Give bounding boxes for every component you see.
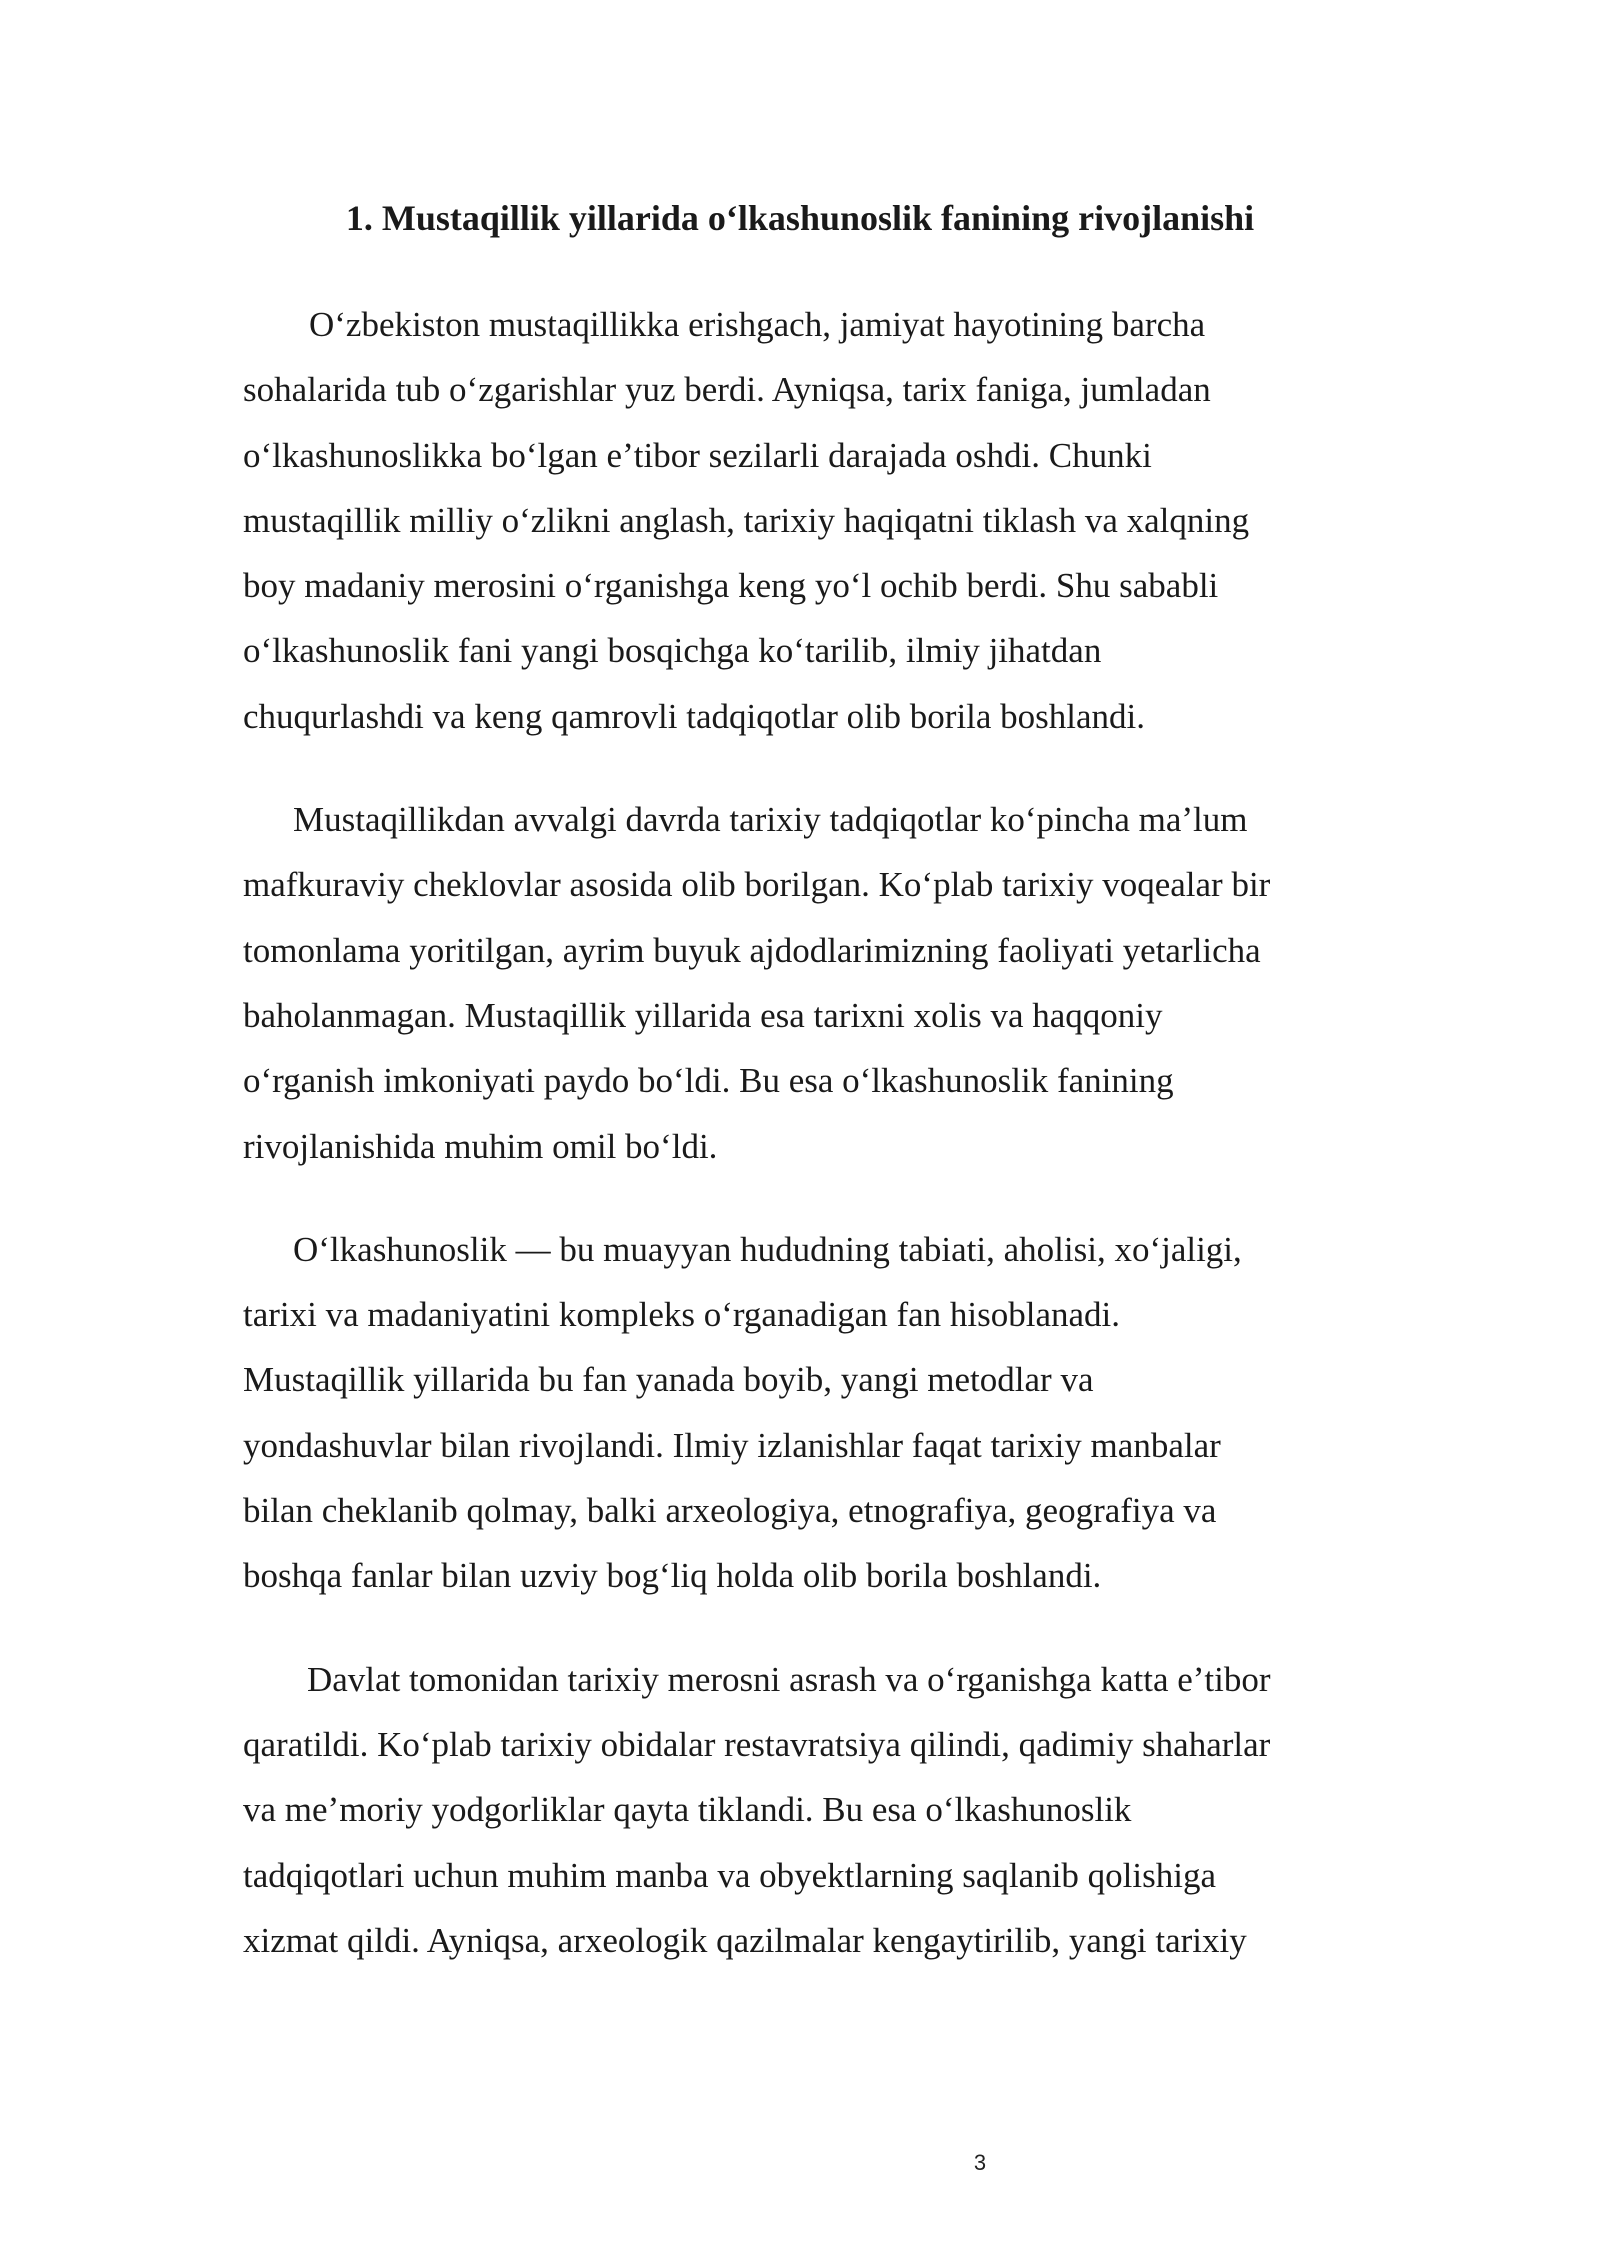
text-line: mustaqillik milliy oʻzlikni anglash, tarixiy haqiqatni tiklash va xalqning [243, 500, 1250, 540]
text-line: oʻrganish imkoniyati paydo boʻldi. Bu esa oʻlkashunoslik fanining [243, 1061, 1174, 1101]
text-line: Mustaqillik yillarida bu fan yanada boyib, yangi metodlar va [243, 1360, 1094, 1400]
text-line: boy madaniy merosini oʻrganishga keng yoʻl ochib berdi. Shu sababli [243, 566, 1219, 606]
body-text [243, 292, 1383, 2011]
text-line: Oʻzbekiston mustaqillikka erishgach, jamiyat hayotining barcha [309, 305, 1206, 344]
text-line: rivojlanishida muhim omil boʻldi. [243, 1126, 718, 1166]
text-line: boshqa fanlar bilan uzviy bogʻliq holda olib borila boshlandi. [243, 1556, 1102, 1596]
text-line: tarixi va madaniyatini kompleks oʻrganadigan fan hisoblanadi. [243, 1295, 1121, 1335]
text-line: qaratildi. Koʻplab tarixiy obidalar restavratsiya qilindi, qadimiy shaharlar [243, 1724, 1271, 1764]
paragraph-2 [243, 787, 1383, 1179]
text-line: Oʻlkashunoslik — bu muayyan hududning tabiati, aholisi, xoʻjaligi, [293, 1229, 1242, 1269]
text-line: oʻlkashunoslikka boʻlgan eʼtibor sezilarli darajada oshdi. Chunki [243, 435, 1152, 475]
text-line: va meʼmoriy yodgorliklar qayta tiklandi. Bu esa oʻlkashunoslik [243, 1790, 1132, 1830]
paragraph-1 [243, 292, 1383, 749]
text-line: tomonlama yoritilgan, ayrim buyuk ajdodlarimizning faoliyati yetarlicha [243, 930, 1261, 970]
paragraph-4 [243, 1647, 1383, 1973]
text-line: oʻlkashunoslik fani yangi bosqichga koʻtarilib, ilmiy jihatdan [243, 631, 1102, 671]
page-number: 3 [973, 2150, 987, 2175]
text-line: xizmat qildi. Ayniqsa, arxeologik qazilmalar kengaytirilib, yangi tarixiy [243, 1920, 1247, 1960]
text-line: Mustaqillikdan avvalgi davrda tarixiy tadqiqotlar koʻpincha maʼlum [293, 800, 1248, 840]
text-line: tadqiqotlari uchun muhim manba va obyektlarning saqlanib qolishiga [243, 1855, 1216, 1895]
text-line: sohalarida tub oʻzgarishlar yuz berdi. Ayniqsa, tarix faniga, jumladan [243, 370, 1211, 410]
text-line: chuqurlashdi va keng qamrovli tadqiqotlar olib borila boshlandi. [243, 696, 1146, 736]
paragraph-3 [243, 1217, 1383, 1609]
text-line: mafkuraviy cheklovlar asosida olib borilgan. Koʻplab tarixiy voqealar bir [243, 865, 1271, 905]
text-line: yondashuvlar bilan rivojlandi. Ilmiy izlanishlar faqat tarixiy manbalar [243, 1425, 1221, 1465]
text-line: bilan cheklanib qolmay, balki arxeologiya, etnografiya, geografiya va [243, 1491, 1217, 1531]
text-line: baholanmagan. Mustaqillik yillarida esa tarixni xolis va haqqoniy [243, 995, 1163, 1035]
section-title: 1. Mustaqillik yillarida oʻlkashunoslik fanining rivojlanishi [345, 198, 1255, 238]
text-line: Davlat tomonidan tarixiy merosni asrash va oʻrganishga katta eʼtibor [307, 1659, 1271, 1699]
